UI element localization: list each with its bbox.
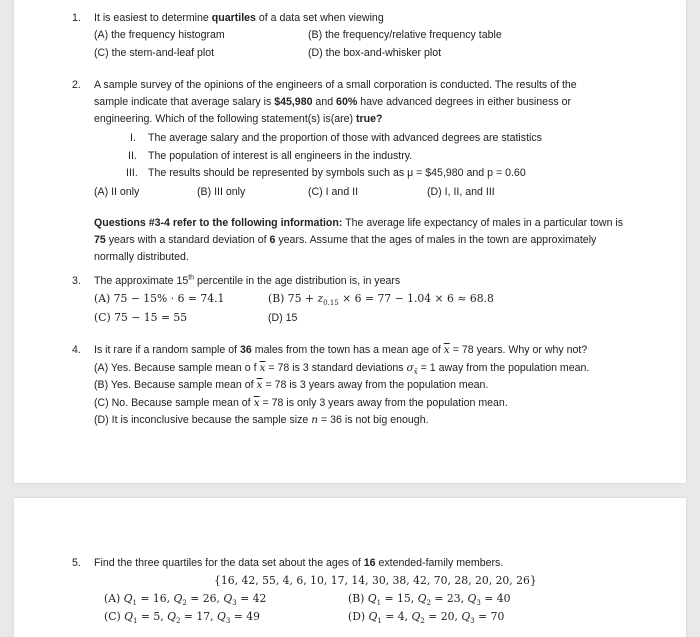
q1-option-d[interactable]: (D) the box-and-whisker plot — [308, 47, 442, 59]
q4-option-a[interactable]: (A) Yes. Because sample mean o f $\overline{x} = 78$ is 3 standard deviations $\sigma_{x̄} = 1$ away from the population mean. — [94, 362, 590, 377]
q5-option-d[interactable]: (D) $Q_1 = 4$, $Q_2 = 20$, $Q_3 = 70$ — [348, 610, 505, 626]
q5-option-b[interactable]: (B) $Q_1 = 15$, $Q_2 = 23$, $Q_3 = 40$ — [348, 592, 511, 608]
q5-number: 5. — [72, 557, 81, 569]
q2-statement-3: The results should be represented by symbols such as μ = $45,980 and p = 0.60 — [148, 167, 526, 179]
q1-number: 1. — [72, 12, 81, 24]
q2-statement-3-num: III. — [126, 167, 138, 179]
q4-option-d[interactable]: (D) It is inconclusive because the sample size n = 36 is not big enough. — [94, 414, 429, 426]
q3-option-a[interactable]: (A) 75 − 15% · 6 = 74.1 — [94, 292, 225, 305]
q2-stem-line1: A sample survey of the opinions of the engineers of a small corporation is conducted. The results of the — [94, 79, 577, 91]
q1-option-b[interactable]: (B) the frequency/relative frequency table — [308, 29, 502, 41]
q2-stem-line3: engineering. Which of the following statement(s) is(are) true? — [94, 113, 383, 125]
q5-option-a[interactable]: (A) $Q_1 = 16$, $Q_2 = 26$, $Q_3 = 42$ — [104, 592, 267, 608]
q3-option-c[interactable]: (C) 75 − 15 = 55 — [94, 311, 188, 324]
q1-stem: It is easiest to determine quartiles of a data set when viewing — [94, 12, 384, 24]
q2-statement-2-num: II. — [128, 150, 137, 162]
q2-number: 2. — [72, 79, 81, 91]
q5-stem: Find the three quartiles for the data set about the ages of 16 extended-family members. — [94, 557, 504, 569]
q2-option-b[interactable]: (B) III only — [197, 186, 246, 198]
q4-option-b[interactable]: (B) Yes. Because sample mean of $\overline{x} = 78$ is 3 years away from the population mean. — [94, 379, 489, 391]
q2-option-c[interactable]: (C) I and II — [308, 186, 359, 198]
q3-option-b[interactable]: (B) $75 + z_{0.15} \times 6 = 77 - 1.04 \times 6 \approx 68.8$ — [268, 292, 494, 308]
q5-dataset: {16, 42, 55, 4, 6, 10, 17, 14, 30, 38, 42, 70, 28, 20, 20, 26} — [214, 574, 537, 587]
q1-option-a[interactable]: (A) the frequency histogram — [94, 29, 225, 41]
q2-statement-1-num: I. — [130, 132, 136, 144]
question-card-2 — [14, 498, 686, 637]
q2-statement-1: The average salary and the proportion of those with advanced degrees are statistics — [148, 132, 542, 144]
q4-stem: Is it rare if a random sample of 36 males from the town has a mean age of $\overline{x} = 78$ years. Why or why not? — [94, 344, 588, 356]
q3-option-d[interactable]: (D) 15 — [268, 312, 298, 324]
q2-option-d[interactable]: (D) I, II, and III — [427, 186, 495, 198]
q34-intro-line2: 75 years with a standard deviation of 6 years. Assume that the ages of males in the town are approximately — [94, 234, 597, 246]
q4-number: 4. — [72, 344, 81, 356]
q3-stem: The approximate 15th percentile in the age distribution is, in years — [94, 274, 401, 287]
q2-stem-line2: sample indicate that average salary is $45,980 and 60% have advanced degrees in either business or — [94, 96, 572, 108]
q2-option-a[interactable]: (A) II only — [94, 186, 140, 198]
q34-intro-line3: normally distributed. — [94, 251, 189, 263]
q2-statement-2: The population of interest is all engineers in the industry. — [148, 150, 413, 162]
q1-option-c[interactable]: (C) the stem-and-leaf plot — [94, 47, 215, 59]
q3-number: 3. — [72, 275, 81, 287]
q5-option-c[interactable]: (C) $Q_1 = 5$, $Q_2 = 17$, $Q_3 = 49$ — [104, 610, 260, 626]
q34-intro-line1: Questions #3-4 refer to the following information: The average life expectancy of males in a particular town is — [94, 217, 624, 229]
q4-option-c[interactable]: (C) No. Because sample mean of $\overline{x} = 78$ is only 3 years away from the population mean. — [94, 397, 508, 409]
question-card-1 — [14, 0, 686, 483]
